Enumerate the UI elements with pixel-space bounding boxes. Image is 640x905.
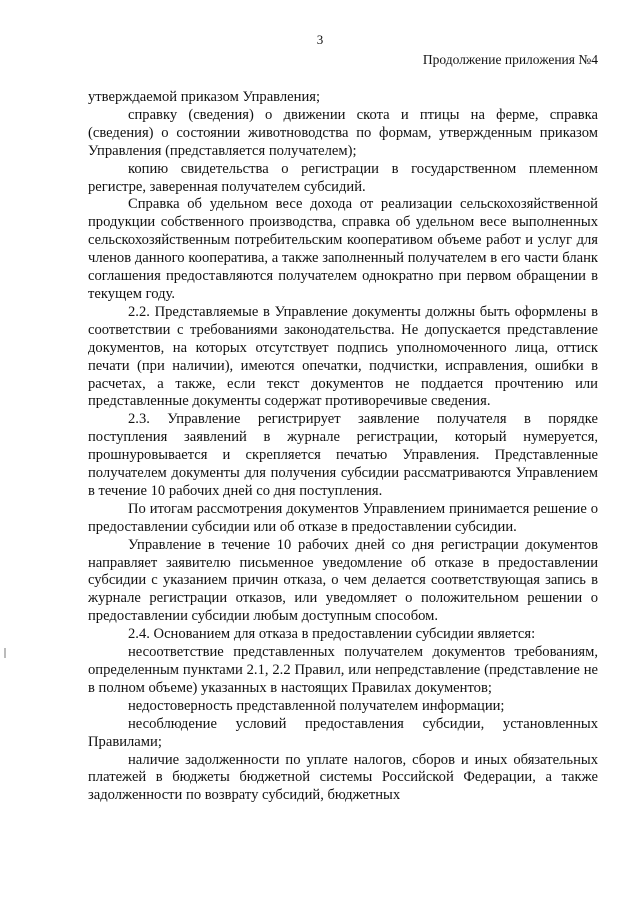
paragraph: Управление в течение 10 рабочих дней со дня регистрации документов направляет заявителю письменное уведомление об отказе в предоставлении субсидии с указанием причин отказа, о чем делается соответствующая запись в журнале регистрации отказов, или уведомляет о положительном решении о предоставлении субсидии любым доступным способом. xyxy=(88,536,598,625)
paragraph: копию свидетельства о регистрации в государственном племенном регистре, заверенная получателем субсидий. xyxy=(88,160,598,195)
paragraph: По итогам рассмотрения документов Управлением принимается решение о предоставлении субсидии или об отказе в предоставлении субсидии. xyxy=(88,500,598,535)
appendix-continuation-note: Продолжение приложения №4 xyxy=(422,52,598,67)
paragraph: несоответствие представленных получателем документов требованиям, определенным пунктами 2.1, 2.2 Правил, или непредставление (представление не в полном объеме) указанных в настоящих Правилах документов; xyxy=(88,644,598,696)
paragraph: 2.4. Основанием для отказа в предоставлении субсидии является: xyxy=(128,626,536,643)
document-body xyxy=(88,89,598,805)
paragraph: утверждаемой приказом Управления; xyxy=(88,89,321,105)
margin-mark xyxy=(4,648,6,658)
paragraph: наличие задолженности по уплате налогов, сборов и иных обязательных платежей в бюджеты бюджетной системы Российской Федерации, а также задолженности по возврату субсидий, бюджетных xyxy=(88,751,598,804)
page-number: 3 xyxy=(316,32,324,47)
paragraph: недостоверность представленной получателем информации; xyxy=(128,697,505,714)
paragraph: 2.2. Представляемые в Управление документы должны быть оформлены в соответствии с требованиями законодательства. Не допускается представление документов, на которых отсутствует подпись уполномоченного лица, оттиск печати (при наличии), имеются опечатки, подчистки, исправления, ошибки в расчетах, а также, если текст документов не поддается прочтению или представленные документы содержат противоречивые сведения. xyxy=(88,303,598,410)
paragraph: несоблюдение условий предоставления субсидии, установленных Правилами; xyxy=(88,715,598,750)
paragraph: 2.3. Управление регистрирует заявление получателя в порядке поступления заявлений в журнале регистрации, который нумеруется, прошнуровывается и скрепляется печатью Управления. Представленные получателем документы для получения субсидии рассматриваются Управлением в течение 10 рабочих дней со дня поступления. xyxy=(88,411,598,499)
paragraph: справку (сведения) о движении скота и птицы на ферме, справка (сведения) о состоянии животноводства по формам, утвержденным приказом Управления (представляется получателем); xyxy=(88,106,598,159)
paragraph: Справка об удельном весе дохода от реализации сельскохозяйственной продукции собственного производства, справка об удельном весе выполненных сельскохозяйственным потребительским кооперативом объеме работ и услуг для членов данного кооператива, а также заполненный получателем в его части бланк соглашения предоставляются получателем однократно при первом обращении в текущем году. xyxy=(88,196,598,302)
